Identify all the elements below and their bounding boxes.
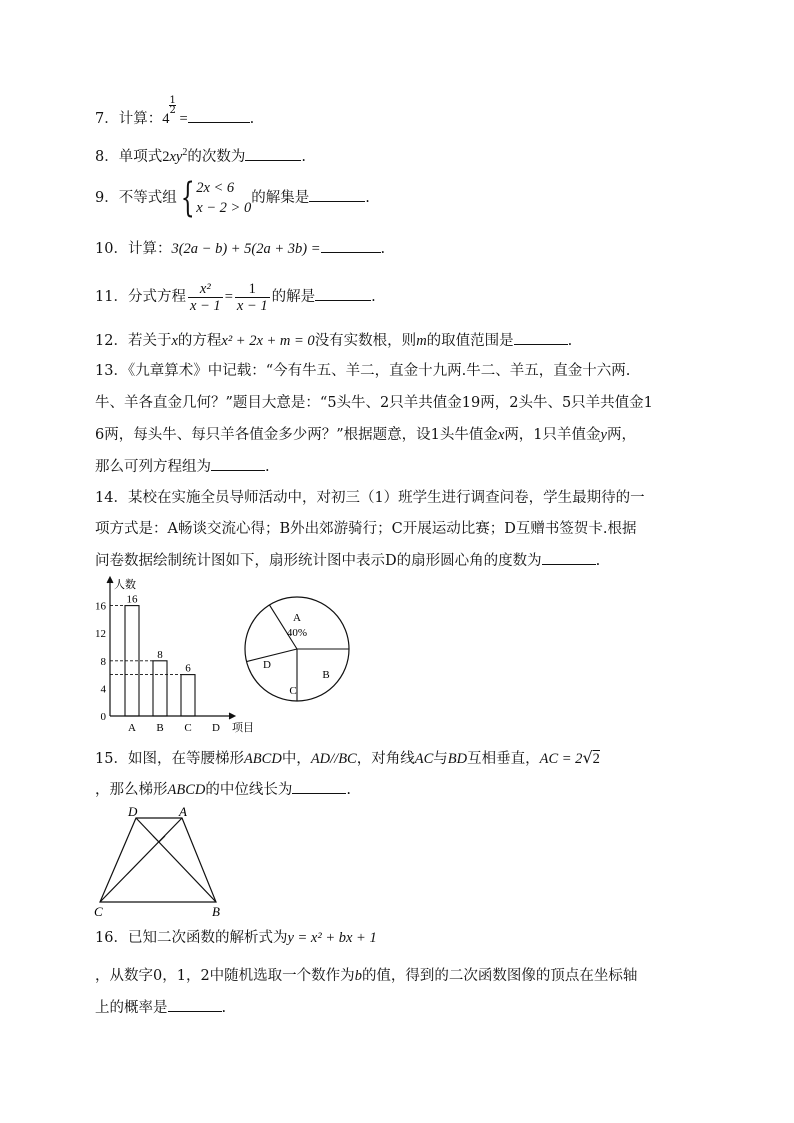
category-label: B — [156, 722, 164, 734]
answer-blank[interactable] — [321, 238, 381, 253]
diagonal-ac — [100, 818, 182, 902]
vertex-c: C — [94, 904, 103, 919]
answer-blank[interactable] — [315, 286, 371, 301]
pie-slice-border — [247, 649, 297, 662]
answer-blank[interactable] — [188, 108, 250, 123]
pie-annotation: 40% — [286, 627, 308, 639]
question-16-line-1: 16．已知二次函数的解析式为y = x² + bx + 1 — [95, 930, 377, 946]
question-12: 12．若关于x的方程x² + 2x + m = 0没有实数根，则m的取值范围是 . — [95, 330, 572, 351]
answer-blank[interactable] — [292, 779, 346, 794]
answer-blank[interactable] — [309, 187, 365, 202]
question-8: 8．单项式$2xy^2$的次数为 . — [95, 147, 306, 165]
question-13-line-3: 6两，每头牛、每只羊各值金多少两？”根据题意，设1头牛值金x两，1只羊值金y两， — [95, 427, 636, 443]
answer-blank[interactable] — [514, 330, 568, 345]
bar-C — [181, 675, 195, 716]
bar-chart — [88, 576, 268, 736]
diagonal-bd — [136, 818, 216, 902]
brace-icon: { — [180, 175, 195, 221]
answer-blank[interactable] — [211, 456, 265, 471]
question-13-line-1: 13．《九章算术》中记载：“今有牛五、羊二，直金十九两.牛二、羊五，直金十六两. — [95, 363, 631, 379]
category-label: D — [212, 722, 220, 734]
vertex-b: B — [212, 904, 220, 919]
answer-blank[interactable] — [245, 146, 301, 161]
question-11: 11．分式方程 $\frac{\text{x²}}{x - 1}$ = $\frac{1}{x - 1}$ 的解是 . — [95, 280, 376, 314]
question-7: 7．计算：4 $\frac{1}{2}$ = . — [95, 95, 255, 127]
vertex-a: A — [179, 804, 187, 819]
question-13-line-4: 那么可列方程组为 . — [95, 456, 270, 477]
category-label: A — [128, 722, 136, 734]
question-13-line-2: 牛、羊各直金几何？”题目大意是：“5头牛、2只羊共值金19两，2头牛、5只羊共值金1 — [95, 395, 653, 411]
pie-label-B: B — [322, 669, 330, 681]
answer-blank[interactable] — [168, 997, 222, 1012]
data-label: 16 — [126, 593, 138, 606]
question-10: 10．计算：3(2a − b) + 5(2a + 3b) = . — [95, 238, 385, 259]
y-tick-label: 0 — [100, 711, 106, 723]
y-tick-label: 8 — [100, 655, 106, 668]
pie-label-D: D — [263, 659, 271, 671]
pie-label-A: A — [293, 612, 301, 624]
data-label: 8 — [157, 648, 163, 661]
pie-label-C: C — [289, 685, 297, 697]
rhs-fraction: $\frac{1}{x - 1}$ — [236, 280, 268, 314]
question-16-line-2: ，从数字0，1，2中随机选取一个数作为b的值，得到的二次函数图像的顶点在坐标轴 — [95, 968, 638, 984]
inequality-system: 2x < 6 x − 2 > 0 — [196, 180, 252, 216]
sqrt-icon: √ — [582, 748, 593, 767]
question-9: 9．不等式组{ 2x < 6 x − 2 > 0 的解集是 . — [95, 175, 370, 221]
question-14-line-3: 问卷数据绘制统计图如下，扇形统计图中表示D的扇形圆心角的度数为 . — [95, 550, 600, 571]
y-axis-arrow-icon — [107, 577, 113, 583]
lhs-fraction: $\frac{\text{x²}}{x - 1}$ — [189, 280, 221, 314]
y-tick-label: 12 — [95, 628, 106, 641]
pie-chart — [244, 596, 364, 716]
bar-B — [153, 661, 167, 716]
question-15-line-1: 15．如图，在等腰梯形ABCD中，AD//BC，对角线AC与BD互相垂直，AC = 2√2 — [95, 748, 600, 767]
x-axis-arrow-icon — [229, 713, 235, 719]
trapezoid-figure — [94, 804, 234, 919]
vertex-d: D — [128, 804, 138, 819]
answer-blank[interactable] — [542, 550, 596, 565]
category-label: C — [184, 722, 192, 734]
question-14-line-2: 项方式是：A畅谈交流心得；B外出郊游骑行；C开展运动比赛；D互赠书签贺卡.根据 — [95, 521, 637, 537]
y-axis-label: 人数 — [114, 579, 136, 591]
data-label: 6 — [185, 662, 191, 675]
y-tick-label: 16 — [95, 600, 106, 613]
trapezoid-outline — [100, 818, 216, 902]
question-15-line-2: ，那么梯形ABCD的中位线长为 . — [95, 779, 351, 800]
exponent-fraction: $\frac{1}{2}$ — [169, 95, 176, 116]
x-axis-label: 项目 — [232, 722, 254, 734]
y-tick-label: 4 — [100, 683, 106, 696]
question-16-line-3: 上的概率是 . — [95, 997, 226, 1018]
question-14-line-1: 14．某校在实施全员导师活动中，对初三（1）班学生进行调查问卷，学生最期待的一 — [95, 490, 645, 506]
